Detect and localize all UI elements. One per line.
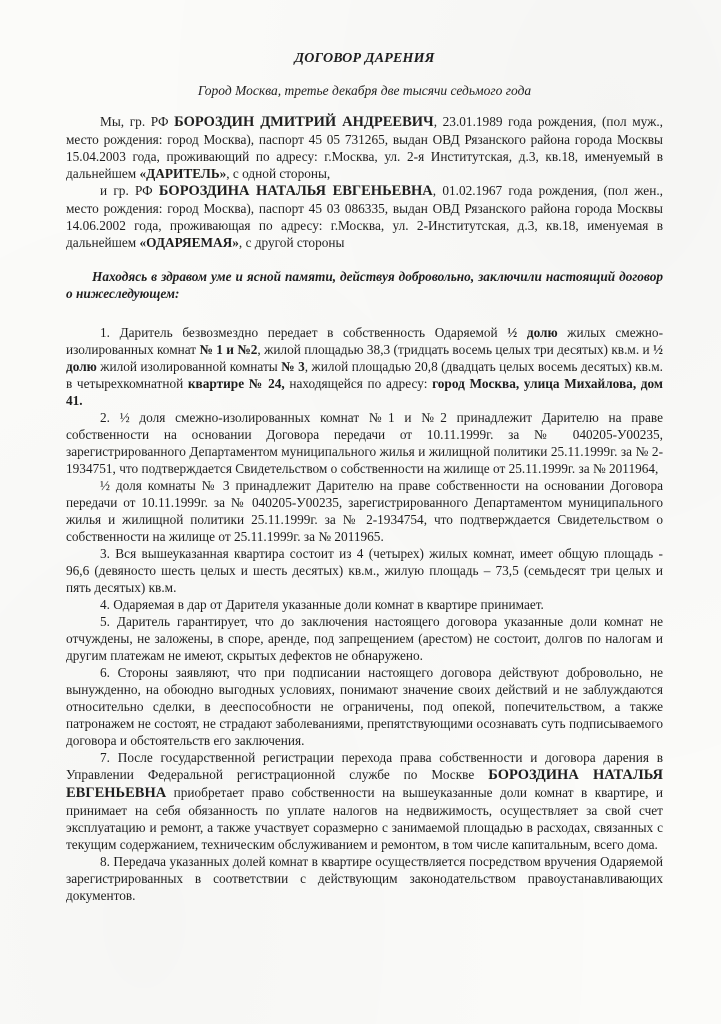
clause-6: 6. Стороны заявляют, что при подписании настоящего договора действуют добровольно, не вынужденно, на обоюдно выгодных условиях, понимают значение своих действий и не заблуждаются относительно сделки, в дееспособности не ограничены, под опекой, попечительством, а также патронажем не состоят, не страдают заболеваниями, препятствующими осознавать суть подписываемого договора и обстоятельств его заключения. bbox=[66, 665, 663, 748]
clause1-part-i: , жилой площадью 20,8 (двадцать целых восемь десятых) кв.м. в четырехкомнатной bbox=[66, 359, 663, 391]
city-date-line: Город Москва, третье декабря две тысячи седьмого года bbox=[197, 83, 532, 98]
clause-4: 4. Одаряемая в дар от Дарителя указанные доли комнат в квартире принимает. bbox=[100, 597, 544, 612]
party1-text-end: , с одной стороны, bbox=[226, 166, 331, 181]
party2-text-start: и гр. РФ bbox=[100, 183, 159, 198]
party-recipient-paragraph bbox=[66, 182, 663, 251]
party2-text-mid: , 01.02.1967 года рождения, (пол жен., место рождения: город Москва), паспорт 45 03 086335, выдан ОВД Рязанского района города Москвы 14.06.2002 года, проживающая по адресу: г.Москва, ул. 2-Институтская, д.3, кв.18, именуемая в дальнейшем bbox=[66, 183, 663, 250]
clause7-part-a: 7. После государственной регистрации перехода права собственности и договора дарения в Управлении Федеральной регистрационной службе по Москве bbox=[66, 750, 663, 782]
party1-text-start: Мы, гр. РФ bbox=[100, 114, 175, 129]
clause1-share-1: ½ долю bbox=[507, 325, 558, 340]
clause-1 bbox=[66, 324, 663, 409]
party1-text-mid: , 23.01.1989 года рождения, (пол муж., место рождения: город Москва), паспорт 45 05 731265, выдан ОВД Рязанского района города Москвы 15.04.2003 года, проживающий по адресу: г.Москва, ул. 2-я Институтская, д.3, кв.18, именуемый в дальнейшем bbox=[66, 114, 663, 181]
clause1-part-k: находящейся по адресу: bbox=[284, 376, 433, 391]
clause1-apartment: квартире № 24, bbox=[187, 376, 285, 391]
clause-2-continued: ½ доля комнаты № 3 принадлежит Дарителю на праве собственности на основании Договора передачи от 10.11.1999г. за № 040205-У00235, зарегистрированного Департаментом муниципального жилья и жилищной политики 25.11.1999г. за № 2-1934754, что подтверждается Свидетельством о собственности на жилище от 25.11.1999г. за № 2011965. bbox=[66, 478, 663, 544]
clause1-part-a: 1. Даритель безвозмездно передает в собственность Одаряемой bbox=[100, 325, 508, 340]
donor-role: «ДАРИТЕЛЬ» bbox=[139, 166, 227, 181]
clause-5: 5. Даритель гарантирует, что до заключения настоящего договора указанные доли комнат не отчуждены, не заложены, в споре, аренде, под запрещением (арестом) не состоит, долгов по налогам и другим платежам не имеют, скрытых дефектов не обнаружено. bbox=[66, 614, 663, 663]
intro-statement: Находясь в здравом уме и ясной памяти, действуя добровольно, заключили настоящий договор о нижеследующем: bbox=[66, 269, 663, 301]
recipient-role: «ОДАРЯЕМАЯ» bbox=[139, 235, 239, 250]
clause1-room-3: № 3 bbox=[281, 359, 305, 374]
clause1-part-e: , жилой площадью 38,3 (тридцать восемь целых три десятых) кв.м. и bbox=[257, 342, 654, 357]
party-donor-paragraph bbox=[66, 113, 663, 182]
clause-7 bbox=[66, 749, 663, 853]
clause1-share-2: ½ долю bbox=[66, 342, 664, 374]
clause1-address: город Москва, улица Михайлова, дом 41. bbox=[66, 376, 663, 408]
clause1-rooms-1-2: № 1 и №2 bbox=[199, 342, 258, 357]
document-body bbox=[66, 50, 663, 904]
document-title: ДОГОВОР ДАРЕНИЯ bbox=[294, 51, 435, 66]
clause7-recipient-name: БОРОЗДИНА НАТАЛЬЯ ЕВГЕНЬЕВНА bbox=[66, 767, 663, 801]
party2-text-end: , с другой стороны bbox=[238, 235, 345, 250]
clause-2: 2. ½ доля смежно-изолированных комнат №1 и №2 принадлежит Дарителю на праве собственности на основании Договора передачи от 10.11.1999г. за № 040205-У00235, зарегистрированного Департаментом муниципального жилья и жилищной политики 25.11.1999г. за № 2-1934751, что подтверждается Свидетельством о собственности на жилище от 25.11.1999г. за № 2011964, bbox=[66, 410, 663, 476]
clause7-part-b: приобретает право собственности на вышеуказанные доли комнат в квартире, и принимает на себя обязанность по уплате налогов на недвижимость, осуществляет за свой счет эксплуатацию и ремонт, а также участвует соразмерно с занимаемой площадью в расходах, связанных с текущим содержанием, техническим обслуживанием и ремонтом, в том числе капитальным, всего дома. bbox=[66, 785, 663, 852]
clause-3: 3. Вся вышеуказанная квартира состоит из 4 (четырех) жилых комнат, имеет общую площадь - 96,6 (девяносто шесть целых и шесть десятых) кв.м., жилую площадь – 73,5 (семьдесят три целых и пять десятых) кв.м. bbox=[66, 546, 663, 595]
clause1-part-c: жилых смежно-изолированных комнат bbox=[66, 325, 663, 357]
clause-8: 8. Передача указанных долей комнат в квартире осуществляется посредством вручения Одаряемой зарегистрированных в соответствии с действующим законодательством правоустанавливающих документов. bbox=[66, 854, 663, 903]
donor-name: БОРОЗДИН ДМИТРИЙ АНДРЕЕВИЧ bbox=[174, 114, 434, 130]
clause1-part-g: жилой изолированной комнаты bbox=[96, 359, 282, 374]
recipient-name: БОРОЗДИНА НАТАЛЬЯ ЕВГЕНЬЕВНА bbox=[158, 183, 433, 199]
